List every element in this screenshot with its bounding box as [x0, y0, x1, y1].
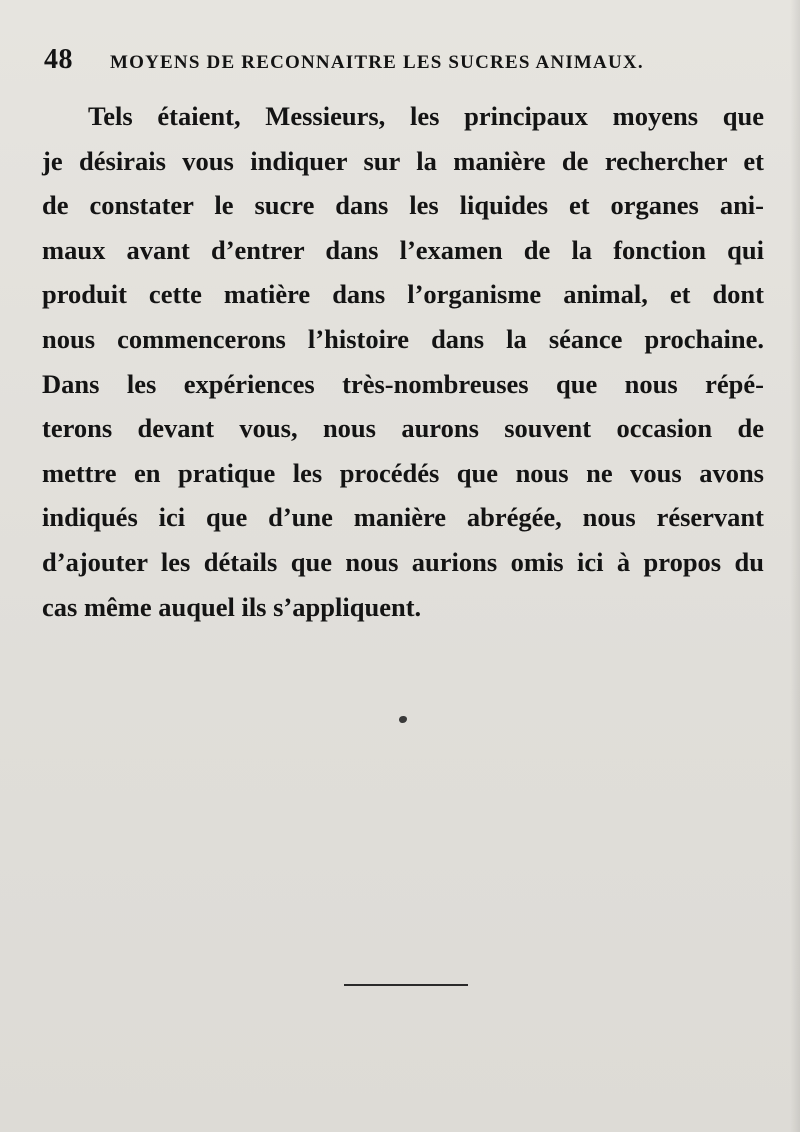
page-number: 48	[44, 44, 73, 75]
page-header	[44, 44, 764, 76]
text-line: d’ajouter les détails que nous aurions omis ici à propos du	[42, 546, 764, 577]
text-line: de constater le sucre dans les liquides et organes ani-	[42, 190, 764, 221]
text-line: Dans les expériences très-nombreuses que nous répé-	[42, 368, 764, 399]
ink-speck	[399, 716, 407, 723]
text-line: nous commencerons l’histoire dans la séance prochaine.	[42, 323, 764, 354]
page-edge-shadow	[790, 0, 800, 1132]
text-line: maux avant d’entrer dans l’examen de la fonction qui	[42, 234, 764, 265]
text-line: terons devant vous, nous aurons souvent occasion de	[42, 413, 764, 444]
text-line: Tels étaient, Messieurs, les principaux moyens que	[88, 101, 764, 131]
text-line: je désirais vous indiquer sur la manière de rechercher et	[42, 145, 764, 176]
text-line: mettre en pratique les procédés que nous ne vous avons	[42, 457, 764, 488]
section-rule	[344, 984, 468, 986]
text-line: produit cette matière dans l’organisme animal, et dont	[42, 279, 764, 310]
running-head: MOYENS DE RECONNAITRE LES SUCRES ANIMAUX.	[110, 52, 644, 73]
body-paragraph	[42, 94, 764, 629]
text-line: cas même auquel ils s’appliquent.	[42, 591, 422, 622]
text-line: indiqués ici que d’une manière abrégée, nous réservant	[42, 502, 764, 533]
